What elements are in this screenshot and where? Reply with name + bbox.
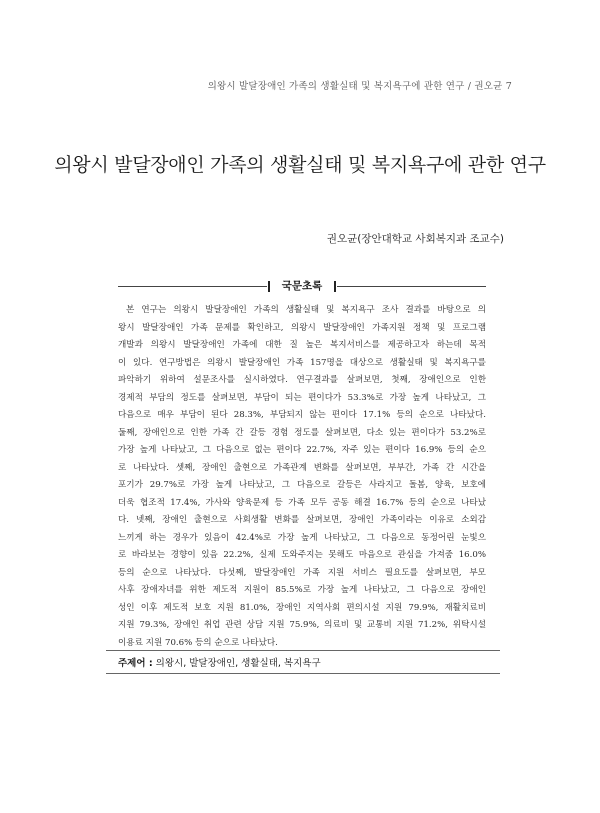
abstract-line: 본 연구는 의왕시 발달장애인 가족의 생활실태 및 복지욕구 조사 결과를 바탕으로 의 <box>126 305 486 315</box>
abstract-line: 둘째, 장애인으로 인한 가족 간 갈등 경험 정도를 살펴보면, 다소 있는 편이다가 53.2%로 <box>118 427 486 438</box>
paper-title: 의왕시 발달장애인 가족의 생활실태 및 복지욕구에 관한 연구 <box>54 154 546 176</box>
keywords-box <box>106 650 500 674</box>
abstract-line: 왕시 발달장애인 가족 문제를 확인하고, 의왕시 발달장애인 가족지원 정책 및 프로그램 <box>118 322 486 333</box>
keywords-text: 의왕시, 발달장애인, 생활실태, 복지욕구 <box>155 658 321 669</box>
abstract-line: 개발과 의왕시 발달장애인 가족에 대한 질 높은 복지서비스를 제공하고자 하는데 목적 <box>118 340 486 350</box>
abstract-line: 성인 이후 제도적 보호 지원 81.0%, 장애인 지역사회 편의시설 지원 79.9%, 재활치료비 <box>118 602 486 613</box>
abstract-line: 사후 장애자녀를 위한 제도적 지원이 85.5%로 가장 높게 나타났고, 그 다음으로 장애인 <box>118 585 486 595</box>
heading-bar-right <box>334 281 336 292</box>
abstract-line: 가장 높게 나타났고, 그 다음으로 없는 편이다 22.7%, 자주 있는 편이다 16.9% 등의 순으 <box>118 445 486 455</box>
abstract-line: 더욱 협조적 17.4%, 가사와 양육문제 등 가족 모두 공동 해결 16.7% 등의 순으로 나타났 <box>118 497 486 508</box>
abstract-heading <box>118 278 486 294</box>
abstract-heading-label: 국문초록 <box>281 280 323 292</box>
abstract-line: 경제적 부담의 정도를 살펴보면, 부담이 되는 편이다가 53.3%로 가장 높게 나타났고, 그 <box>118 392 486 403</box>
abstract-line: 로 나타났다. 셋째, 장애인 출현으로 가족관계 변화를 살펴보면, 부부간, 가족 간 시간을 <box>118 462 486 473</box>
heading-rule-right <box>337 286 486 287</box>
abstract-line: 다음으로 매우 부담이 된다 28.3%, 부담되지 않는 편이다 17.1% 등의 순으로 나타났다. <box>118 410 486 420</box>
abstract-body <box>118 302 486 652</box>
keywords-label: 주제어 : <box>118 658 153 669</box>
abstract-line: 로 바라보는 경향이 있음 22.2%, 실제 도와주지는 못해도 마음으로 관심을 가져줌 16.0% <box>118 550 486 560</box>
heading-rule-left <box>118 286 267 287</box>
abstract-line: 포기가 29.7%로 가장 높게 나타났고, 그 다음으로 갈등은 사라지고 돌봄, 양육, 보호에 <box>118 480 486 490</box>
abstract-line: 느끼게 하는 경우가 있음이 42.4%로 가장 높게 나타났고, 그 다음으로 동정어린 눈빛으 <box>118 532 486 543</box>
abstract-line: 지원 79.3%, 장애인 취업 관련 상담 지원 75.9%, 의료비 및 교통비 지원 71.2%, 위탁시설 <box>118 620 486 630</box>
abstract-line: 이 있다. 연구방법은 의왕시 발달장애인 가족 157명을 대상으로 생활실태 및 복지욕구를 <box>118 357 486 368</box>
abstract-line: 등의 순으로 나타났다. 다섯째, 발달장애인 가족 지원 서비스 필요도를 살펴보면, 부모 <box>118 567 486 578</box>
abstract-line: 파악하기 위하여 설문조사를 실시하였다. 연구결과를 살펴보면, 첫째, 장애인으로 인한 <box>118 375 486 385</box>
author-affiliation: 권오균(장안대학교 사회복지과 조교수) <box>326 233 504 245</box>
keywords <box>118 655 321 669</box>
running-head: 의왕시 발달장애인 가족의 생활실태 및 복지욕구에 관한 연구 / 권오균 7 <box>207 81 512 92</box>
abstract-line: 이용료 지원 70.6% 등의 순으로 나타났다. <box>118 637 278 648</box>
abstract-line: 다. 넷째, 장애인 출현으로 사회생활 변화를 살펴보면, 장애인 가족이라는 이유로 소외감 <box>118 515 486 525</box>
